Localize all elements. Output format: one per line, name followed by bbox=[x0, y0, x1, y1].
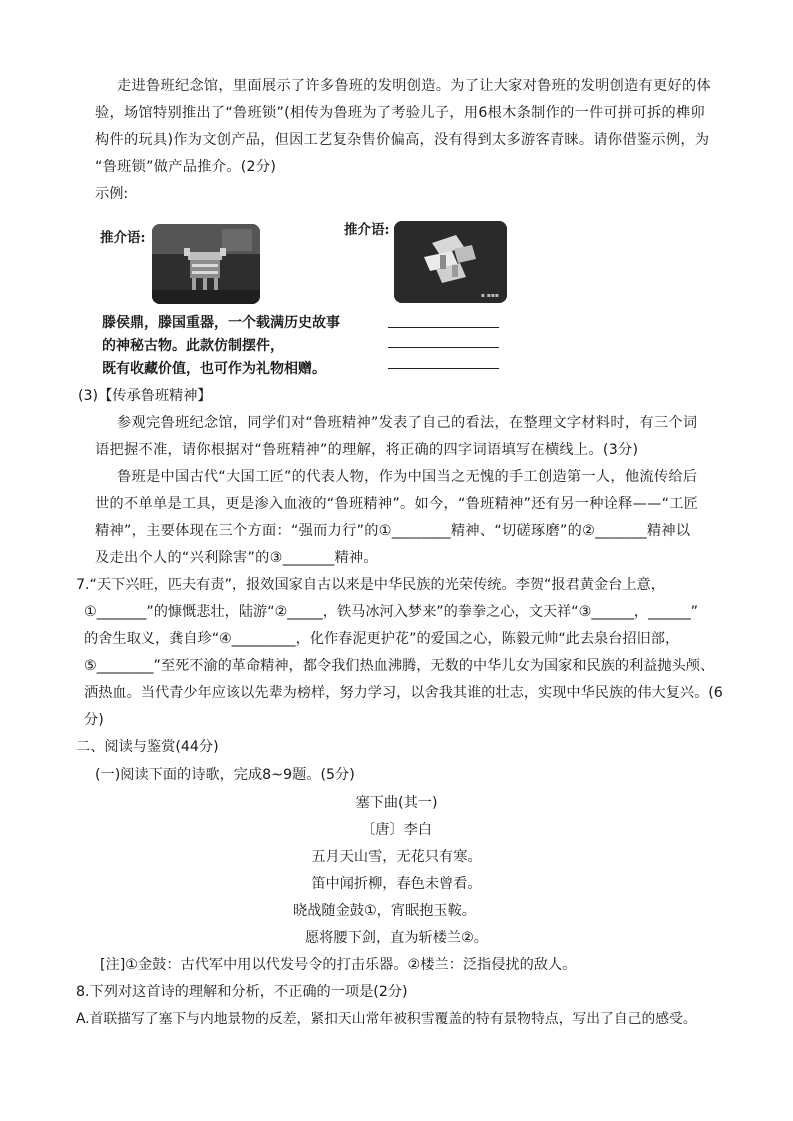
q6-part3-paragraph-line-4: 世的不单单是工具，更是渗入血液的“鲁班精神”。如今，“鲁班精神”还有另一种诠释——“工匠 bbox=[95, 496, 699, 512]
q7-line-6: 分) bbox=[84, 712, 104, 728]
example-label: 示例: bbox=[95, 186, 129, 202]
poem-author: 〔唐〕李白 bbox=[361, 822, 432, 838]
q7-line-2: ①_______”的慷慨悲壮，陆游“②_____，铁马冰河入梦来”的拳拳之心，文天祥“③______，______” bbox=[84, 604, 699, 620]
q6-part2-paragraph-line-2: 验，场馆特别推出了“鲁班锁”(相传为鲁班为了考验儿子，用6根木条制作的一件可拼可拆的榫卯 bbox=[95, 105, 705, 121]
q8-option-a: A.首联描写了塞下与内地景物的反差，紧扣天山常年被积雪覆盖的特有景物特点，写出了自己的感受。 bbox=[76, 1011, 697, 1027]
poem-line-3: 晓战随金鼓①，宵眠抱玉鞍。 bbox=[293, 903, 476, 919]
example-recommend-tag: 推介语: bbox=[100, 230, 146, 246]
q7-line-5: 洒热血。当代青少年应该以先辈为榜样，努力学习，以舍我其谁的壮志，实现中华民族的伟大复兴。(6 bbox=[84, 685, 723, 701]
q6-part3-paragraph-line-3: 鲁班是中国古代“大国工匠”的代表人物，作为中国当之无愧的手工创造第一人，他流传给后 bbox=[117, 469, 698, 485]
poem-title: 塞下曲(其一) bbox=[355, 795, 438, 811]
example-caption-line-2: 的神秘古物。此款仿制摆件， bbox=[102, 338, 284, 354]
answer-blank-line-1[interactable] bbox=[388, 327, 499, 328]
poem-line-1: 五月天山雪，无花只有寒。 bbox=[311, 849, 482, 865]
poem-note: [注]①金鼓：古代军中用以代发号令的打击乐器。②楼兰：泛指侵扰的敌人。 bbox=[100, 957, 577, 973]
q7-line-1: 7.“天下兴旺，匹夫有责”，报效国家自古以来是中华民族的光荣传统。李贺“报君黄金台上意， bbox=[76, 577, 665, 593]
q6-part3-paragraph-line-2: 语把握不准，请你根据对“鲁班精神”的理解，将正确的四字词语填写在横线上。(3分) bbox=[95, 442, 639, 458]
tenghou-ding-photo bbox=[152, 224, 260, 304]
section-2-subheading: (一)阅读下面的诗歌，完成8~9题。(5分) bbox=[95, 767, 355, 783]
q6-part3-paragraph-line-1: 参观完鲁班纪念馆，同学们对“鲁班精神”发表了自己的看法，在整理文字材料时，有三个词 bbox=[117, 415, 698, 431]
q6-part2-paragraph-line-1: 走进鲁班纪念馆，里面展示了许多鲁班的发明创造。为了让大家对鲁班的发明创造有更好的体 bbox=[117, 78, 711, 94]
answer-blank-line-3[interactable] bbox=[388, 368, 499, 369]
q6-part2-paragraph-line-4: “鲁班锁”做产品推介。(2分) bbox=[95, 159, 277, 175]
example-caption-line-1: 滕侯鼎，滕国重器，一个载满历史故事 bbox=[102, 315, 340, 331]
example-caption-line-3: 既有收藏价值，也可作为礼物相赠。 bbox=[102, 361, 326, 377]
q6-part3-paragraph-line-5: 精神”，主要体现在三个方面：“强而力行”的①________精神、“切磋琢磨”的②_______精神以 bbox=[95, 523, 691, 539]
q7-line-4: ⑤________”至死不渝的革命精神，都令我们热血沸腾，无数的中华儿女为国家和民族的利益抛头颅、 bbox=[84, 658, 715, 674]
luban-lock-icon bbox=[394, 221, 507, 303]
bronze-ding-icon bbox=[152, 224, 260, 304]
answer-blank-line-2[interactable] bbox=[388, 347, 499, 348]
q6-part3-heading: (3)【传承鲁班精神】 bbox=[78, 388, 212, 404]
poem-line-4: 愿将腰下剑，直为斩楼兰②。 bbox=[305, 930, 488, 946]
q6-part3-paragraph-line-6: 及走出个人的“兴利除害”的③_______精神。 bbox=[95, 550, 378, 566]
luban-lock-photo bbox=[394, 221, 507, 303]
q6-part2-paragraph-line-3: 构件的玩具)作为文创产品，但因工艺复杂售价偏高，没有得到太多游客青睐。请你借鉴示例，为 bbox=[95, 132, 710, 148]
q7-line-3: 的舍生取义，龚自珍“④_________，化作春泥更护花”的爱国之心，陈毅元帅“此去泉台招旧部， bbox=[84, 631, 680, 647]
section-2-heading: 二、阅读与鉴赏(44分) bbox=[76, 739, 219, 755]
photo-stamp: ▪ ▪▪▪ bbox=[480, 292, 499, 299]
q8-stem: 8.下列对这首诗的理解和分析，不正确的一项是(2分) bbox=[76, 984, 408, 1000]
poem-line-2: 笛中闻折柳，春色未曾看。 bbox=[311, 876, 482, 892]
answer-recommend-tag: 推介语: bbox=[344, 222, 390, 238]
